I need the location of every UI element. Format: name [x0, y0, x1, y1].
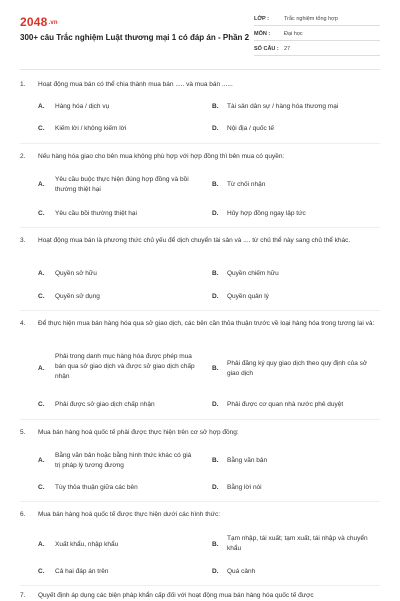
option-letter: A.	[38, 541, 45, 548]
question-divider	[20, 310, 380, 311]
option-letter: A.	[38, 365, 45, 372]
option-letter: C.	[38, 210, 45, 217]
option-letter: D.	[212, 125, 219, 132]
option-letter: A.	[38, 181, 45, 188]
option-letter: B.	[212, 270, 219, 277]
subject-label: MÔN :	[254, 31, 271, 37]
option-letter: D.	[212, 568, 219, 575]
question-text: Hoạt động mua bán là phương thức chủ yếu để dịch chuyển tài sản và .... từ chủ thể này sang chủ thể khác.	[38, 237, 351, 244]
option-letter: B.	[212, 541, 219, 548]
question-number: 3.	[20, 237, 26, 244]
option-letter: A.	[38, 270, 45, 277]
document-title: 300+ câu Trắc nghiệm Luật thương mại 1 có đáp án - Phần 2	[20, 33, 250, 42]
option-text[interactable]: Bằng văn bản hoặc bằng hình thức khác có giá trị pháp lý tương đương	[55, 452, 192, 469]
option-text[interactable]: Quyền quản lý	[227, 293, 269, 300]
option-text[interactable]: Yêu cầu buộc thực hiện đúng hợp đồng và bồi thường thiệt hại	[55, 176, 189, 193]
question-text: Để thực hiện mua bán hàng hóa qua sở giao dịch, các bên cần thỏa thuận trước về loại hàng hóa trong tương lai và:	[38, 320, 375, 327]
option-text[interactable]: Phải đăng ký quy giao dịch theo quy định của sở giao dịch	[227, 360, 368, 377]
option-letter: D.	[212, 484, 219, 491]
option-text[interactable]: Kiếm lời / không kiếm lời	[55, 125, 127, 132]
question-number: 7.	[20, 592, 26, 599]
option-text[interactable]: Xuất khẩu, nhập khẩu	[55, 541, 119, 548]
question-text: Mua bán hàng hoá quốc tế được thực hiện dưới các hình thức:	[38, 511, 221, 518]
option-letter: B.	[212, 365, 219, 372]
question-text: Quyết định áp dụng các biện pháp khẩn cấp đối với hoạt động mua bán hàng hóa quốc tế được	[38, 592, 314, 599]
option-text[interactable]: Bằng lời nói	[227, 484, 262, 491]
subject-value: Đại học	[284, 31, 303, 37]
option-letter: C.	[38, 401, 45, 408]
question-divider	[20, 227, 380, 228]
option-text[interactable]: Bằng văn bản	[227, 457, 268, 464]
option-text[interactable]: Quyền sở hữu	[55, 270, 97, 277]
question-text: Nếu hàng hóa giao cho bên mua không phù hợp với hợp đồng thì bên mua có quyền:	[38, 153, 285, 160]
question-divider	[20, 585, 380, 586]
question-count-label: SỐ CÂU :	[254, 46, 279, 52]
option-letter: C.	[38, 568, 45, 575]
question-divider	[20, 419, 380, 420]
option-text[interactable]: Quyền sử dụng	[55, 293, 100, 300]
option-text[interactable]: Phải được cơ quan nhà nước phê duyệt	[227, 401, 344, 408]
option-text[interactable]: Tùy thỏa thuận giữa các bên	[55, 484, 138, 491]
option-text[interactable]: Quyền chiếm hữu	[227, 270, 279, 277]
question-number: 2.	[20, 153, 26, 160]
option-text[interactable]: Cả hai đáp án trên	[55, 568, 109, 575]
question-divider	[20, 501, 380, 502]
option-letter: C.	[38, 125, 45, 132]
option-letter: B.	[212, 103, 219, 110]
question-number: 6.	[20, 511, 26, 518]
option-letter: B.	[212, 457, 219, 464]
question-text: Mua bán hàng hoá quốc tế phải được thực hiện trên cơ sở hợp đồng:	[38, 429, 239, 436]
class-value: Trắc nghiệm tổng hợp	[284, 16, 338, 22]
question-number: 5.	[20, 429, 26, 436]
option-letter: B.	[212, 181, 219, 188]
option-text[interactable]: Yêu cầu bồi thường thiệt hại	[55, 210, 137, 217]
option-letter: C.	[38, 293, 45, 300]
option-text[interactable]: Hàng hóa / dịch vụ	[55, 103, 110, 110]
option-letter: A.	[38, 457, 45, 464]
logo-main: 2048	[20, 15, 48, 29]
option-text[interactable]: Hủy hợp đồng ngay lập tức	[227, 210, 306, 217]
option-letter: D.	[212, 210, 219, 217]
option-text[interactable]: Tạm nhập, tái xuất; tạm xuất, tái nhập và chuyển khẩu	[227, 535, 368, 552]
option-letter: D.	[212, 401, 219, 408]
option-text[interactable]: Nội địa / quốc tế	[227, 125, 274, 132]
class-label: LỚP :	[254, 16, 269, 22]
option-text[interactable]: Phải được sở giao dịch chấp nhận	[55, 401, 155, 408]
option-text[interactable]: Phải trong danh mục hàng hóa được phép mua bán qua sở giao dịch và được sở giao dịch chấp nhận	[55, 353, 195, 380]
question-divider	[20, 143, 380, 144]
option-text[interactable]: Từ chối nhận	[227, 181, 266, 188]
logo-tld: .vn	[48, 19, 58, 26]
question-number: 4.	[20, 320, 26, 327]
option-letter: A.	[38, 103, 45, 110]
option-letter: D.	[212, 293, 219, 300]
option-letter: C.	[38, 484, 45, 491]
question-text: Hoạt động mua bán có thể chia thành mua bán ..... và mua bán ......	[38, 81, 233, 88]
option-text[interactable]: Quá cảnh	[227, 568, 256, 575]
question-number: 1.	[20, 81, 26, 88]
question-count-value: 27	[284, 46, 291, 52]
option-text[interactable]: Tài sản dân sự / hàng hóa thương mại	[227, 103, 339, 110]
